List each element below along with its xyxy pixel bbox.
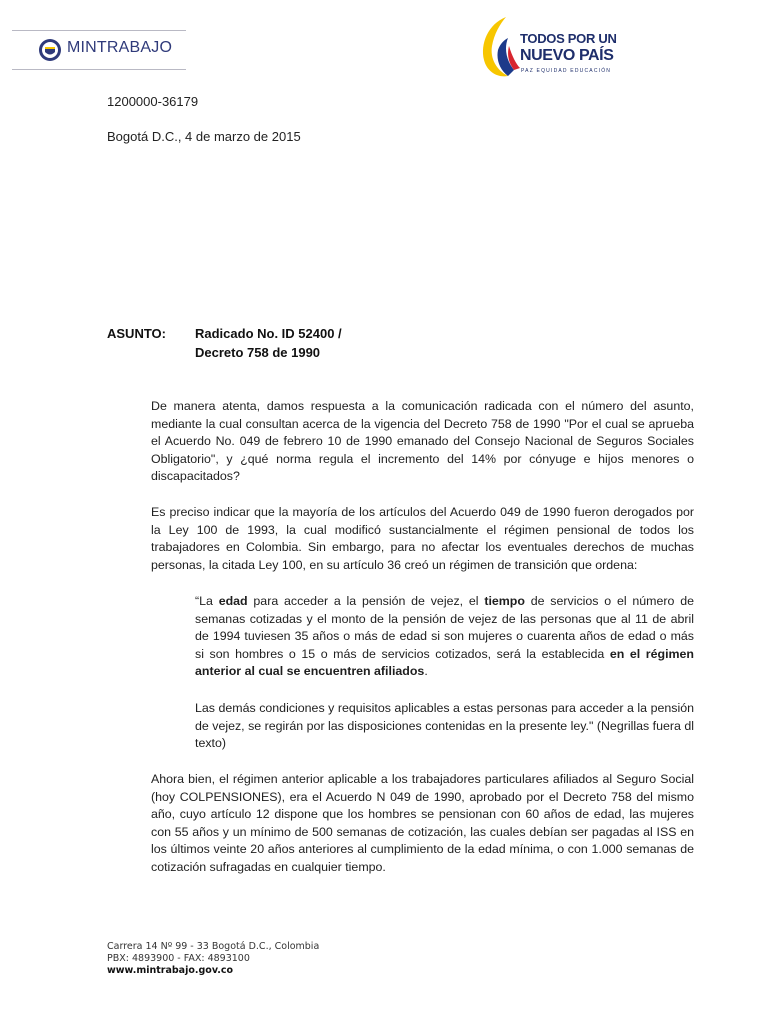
quote-text: “La — [195, 594, 219, 608]
paragraph-regime: Ahora bien, el régimen anterior aplicable a los trabajadores particulares afiliados al Seguro Social (hoy COLPENSIONES), era el Acuerdo N 049 de 1990, aprobado por el Decreto 758 del mismo año, cuyo artículo 12 dispone que los hombres se pensionan con 60 años de edad, las mujeres con 55 años y un mínimo de 500 semanas de cotización, las cuales debían ser pagadas al ISS en los últimos veinte 20 años anteriores al cumplimiento de la edad mínima, o con 1.000 semanas de cotización sufragadas en cualquier tiempo. — [151, 772, 694, 874]
slogan-line-2: NUEVO PAÍS — [520, 47, 614, 64]
slogan-line-1: TODOS POR UN — [520, 31, 617, 46]
subject-label: ASUNTO: — [107, 326, 166, 341]
quoted-article-paragraph — [195, 593, 694, 681]
footer-website-link[interactable]: www.mintrabajo.gov.co — [107, 965, 234, 976]
quote-text: . — [424, 664, 428, 678]
subject-line-2: Decreto 758 de 1990 — [195, 345, 321, 360]
quote-bold-text: tiempo — [484, 594, 525, 608]
quoted-article-paragraph-2: Las demás condiciones y requisitos aplicables a estas personas para acceder a la pensión de vejez, se regirán por las disposiciones contenidas en la presente ley." (Negrillas fuera dl texto) — [195, 701, 694, 750]
paragraph-context: Es preciso indicar que la mayoría de los artículos del Acuerdo 049 de 1990 fueron derogados por la Ley 100 de 1993, la cual modificó sustancialmente el régimen pensional de todos los trabajadores en Colombia. Sin embargo, para no afectar los eventuales derechos de muchas personas, la citada Ley 100, en su artículo 36 creó un régimen de transición que ordena: — [151, 505, 694, 572]
colombia-seal-icon — [38, 38, 62, 62]
subject-line-1: Radicado No. ID 52400 / — [195, 326, 342, 341]
ministry-brand: MINTRABAJO — [67, 39, 173, 56]
quote-text: de servicios o el número de semanas cotizadas y el monto de la pensión de vejez de las personas que al 11 de abril de 1994 tuviesen 35 años o más de edad si son mujeres o cuarenta años de edad o más si son hombres o 15 o más de servicios cotizados, será la establecida — [195, 594, 694, 661]
footer-phones: PBX: 4893900 - FAX: 4893100 — [107, 953, 250, 964]
footer-address: Carrera 14 Nº 99 - 33 Bogotá D.C., Colombia — [107, 941, 320, 952]
quote-bold-text: en el régimen anterior al cual se encuentren afiliados — [195, 646, 694, 678]
reference-number: 1200000-36179 — [107, 94, 199, 109]
header-rule-top — [12, 30, 186, 31]
header-rule-bottom — [12, 69, 186, 70]
date-line: Bogotá D.C., 4 de marzo de 2015 — [107, 129, 301, 144]
slogan-line-3: PAZ EQUIDAD EDUCACIÓN — [521, 68, 612, 74]
quote-bold-text: edad — [218, 594, 248, 608]
quote-text: para acceder a la pensión de vejez, el — [247, 594, 485, 608]
paragraph-intro: De manera atenta, damos respuesta a la comunicación radicada con el número del asunto, mediante la cual consultan acerca de la vigencia del Decreto 758 de 1990 "Por el cual se aprueba el Acuerdo No. 049 de febrero 10 de 1990 emanado del Consejo Nacional de Seguros Sociales Obligatorio", y ¿qué norma regula el incremento del 14% por cónyuge e hijos menores o discapacitados? — [151, 399, 694, 483]
